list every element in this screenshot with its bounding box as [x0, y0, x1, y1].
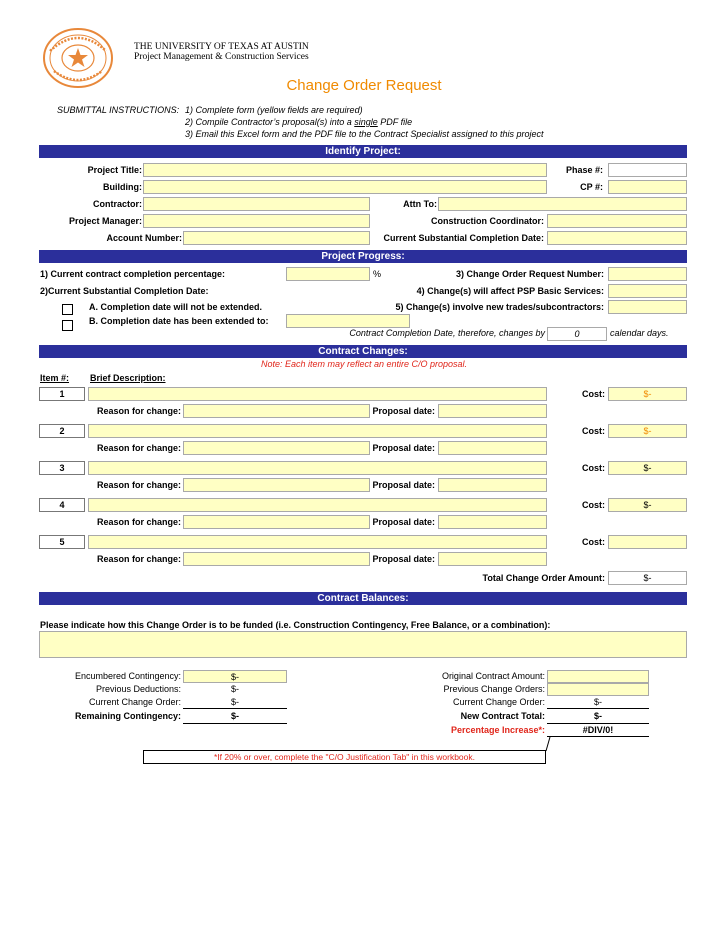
new-contract-total-value: $-: [593, 711, 602, 721]
reason-for-change-label: Reason for change:: [96, 406, 181, 416]
project-progress-band: Project Progress:: [39, 250, 687, 263]
phase-field[interactable]: [608, 163, 687, 177]
new-contract-total-label: New Contract Total:: [460, 711, 545, 721]
proposal-date-label: Proposal date:: [372, 554, 435, 564]
previous-change-orders-label: Previous Change Orders:: [443, 684, 545, 694]
item-number: 3: [39, 461, 85, 475]
project-manager-field[interactable]: [143, 214, 370, 228]
cp-field[interactable]: [608, 180, 687, 194]
extended-date-field[interactable]: [286, 314, 410, 328]
changes-by-text: Contract Completion Date, therefore, changes by: [349, 328, 545, 338]
footnote-pointer: [540, 734, 552, 754]
previous-deductions-label: Previous Deductions:: [95, 684, 181, 694]
item-cost-field[interactable]: $-: [608, 424, 687, 438]
psp-services-label: 4) Change(s) will affect PSP Basic Services:: [416, 286, 604, 296]
proposal-date-field[interactable]: [438, 404, 547, 418]
original-contract-label: Original Contract Amount:: [441, 671, 545, 681]
item-description-field[interactable]: [88, 498, 547, 512]
percentage-increase-value: #DIV/0!: [582, 725, 614, 735]
changes-note: Note: Each item may reflect an entire C/O proposal.: [260, 359, 468, 369]
project-manager-label: Project Manager:: [68, 216, 142, 226]
remaining-contingency-value: $-: [230, 711, 239, 721]
funding-question: Please indicate how this Change Order is to be funded (i.e. Construction Contingency, Free Balance, or a combination):: [40, 620, 551, 630]
option-a-checkbox[interactable]: [62, 304, 73, 315]
percentage-increase-label: Percentage Increase*:: [450, 725, 545, 735]
footnote-box: [143, 750, 546, 764]
phase-label: Phase #:: [565, 165, 603, 175]
option-b-checkbox[interactable]: [62, 320, 73, 331]
proposal-date-field[interactable]: [438, 515, 547, 529]
item-cost-label: Cost:: [582, 389, 605, 399]
instruction-3: 3) Email this Excel form and the PDF file to the Contract Specialist assigned to this project: [185, 129, 544, 139]
reason-for-change-field[interactable]: [183, 478, 370, 492]
encumbered-contingency-field[interactable]: $-: [183, 670, 287, 683]
reason-for-change-field[interactable]: [183, 404, 370, 418]
attn-to-field[interactable]: [438, 197, 687, 211]
page-title: Change Order Request: [286, 77, 442, 94]
reason-for-change-field[interactable]: [183, 515, 370, 529]
item-number: 2: [39, 424, 85, 438]
current-change-order-value-right: $-: [593, 697, 602, 707]
item-cost-field[interactable]: $-: [608, 498, 687, 512]
construction-coordinator-field[interactable]: [547, 214, 687, 228]
total-co-amount-label: Total Change Order Amount:: [482, 573, 605, 583]
brief-description-header: Brief Description:: [90, 373, 166, 383]
proposal-date-label: Proposal date:: [372, 517, 435, 527]
item-number: 1: [39, 387, 85, 401]
reason-for-change-label: Reason for change:: [96, 554, 181, 564]
new-trades-field[interactable]: [608, 300, 687, 314]
item-number: 4: [39, 498, 85, 512]
contractor-field[interactable]: [143, 197, 370, 211]
instruction-2: 2) Compile Contractor’s proposal(s) into a single PDF file: [185, 117, 413, 127]
completion-percentage-field[interactable]: [286, 267, 370, 281]
new-trades-label: 5) Change(s) involve new trades/subcontractors:: [395, 302, 604, 312]
option-b-label: B. Completion date has been extended to:: [89, 316, 269, 326]
item-cost-field[interactable]: $-: [608, 387, 687, 401]
item-description-field[interactable]: [88, 387, 547, 401]
substantial-completion-label: 2)Current Substantial Completion Date:: [40, 286, 209, 296]
attn-to-label: Attn To:: [403, 199, 437, 209]
reason-for-change-label: Reason for change:: [96, 443, 181, 453]
item-number-header: Item #:: [40, 373, 70, 383]
item-cost-field[interactable]: [608, 535, 687, 549]
encumbered-contingency-label: Encumbered Contingency:: [74, 671, 181, 681]
proposal-date-label: Proposal date:: [372, 443, 435, 453]
building-field[interactable]: [143, 180, 547, 194]
psp-services-field[interactable]: [608, 284, 687, 298]
account-number-field[interactable]: [183, 231, 370, 245]
contract-changes-band: Contract Changes:: [39, 345, 687, 358]
account-number-label: Account Number:: [106, 233, 182, 243]
subtotal-rule-left: [183, 708, 287, 709]
funding-field[interactable]: [39, 631, 687, 658]
reason-for-change-field[interactable]: [183, 552, 370, 566]
remaining-contingency-label: Remaining Contingency:: [74, 711, 181, 721]
current-change-order-value-left: $-: [230, 697, 239, 707]
reason-for-change-label: Reason for change:: [96, 480, 181, 490]
total-co-amount-field[interactable]: $-: [608, 571, 687, 585]
instructions-label: SUBMITTAL INSTRUCTIONS:: [57, 105, 180, 115]
proposal-date-field[interactable]: [438, 552, 547, 566]
previous-change-orders-field[interactable]: [547, 683, 649, 696]
calendar-days-field[interactable]: 0: [547, 327, 607, 341]
completion-date-field[interactable]: [547, 231, 687, 245]
item-description-field[interactable]: [88, 461, 547, 475]
proposal-date-field[interactable]: [438, 478, 547, 492]
co-request-number-label: 3) Change Order Request Number:: [455, 269, 604, 279]
identify-project-band: Identify Project:: [39, 145, 687, 158]
project-title-label: Project Title:: [87, 165, 142, 175]
original-contract-field[interactable]: [547, 670, 649, 683]
footnote-text: *If 20% or over, complete the "C/O Justification Tab" in this workbook.: [213, 752, 475, 762]
proposal-date-field[interactable]: [438, 441, 547, 455]
item-cost-field[interactable]: $-: [608, 461, 687, 475]
project-title-field[interactable]: [143, 163, 547, 177]
reason-for-change-label: Reason for change:: [96, 517, 181, 527]
item-cost-label: Cost:: [582, 500, 605, 510]
proposal-date-label: Proposal date:: [372, 480, 435, 490]
previous-deductions-value: $-: [230, 684, 239, 694]
item-cost-label: Cost:: [582, 537, 605, 547]
item-description-field[interactable]: [88, 535, 547, 549]
option-a-label: A. Completion date will not be extended.: [89, 302, 263, 312]
construction-coordinator-label: Construction Coordinator:: [431, 216, 544, 226]
total-rule-left: [183, 723, 287, 724]
university-name: THE UNIVERSITY OF TEXAS AT AUSTIN: [134, 42, 309, 52]
calendar-days-label: calendar days.: [610, 328, 669, 338]
item-description-field[interactable]: [88, 424, 547, 438]
reason-for-change-field[interactable]: [183, 441, 370, 455]
department-name: Project Management & Construction Services: [134, 52, 309, 62]
item-number: 5: [39, 535, 85, 549]
proposal-date-label: Proposal date:: [372, 406, 435, 416]
co-request-number-field[interactable]: [608, 267, 687, 281]
instruction-1: 1) Complete form (yellow fields are required): [185, 105, 363, 115]
contract-balances-band: Contract Balances:: [39, 592, 687, 605]
percentage-rule: [547, 736, 649, 737]
current-change-order-label-left: Current Change Order:: [88, 697, 181, 707]
subtotal-rule-right: [547, 708, 649, 709]
current-change-order-label-right: Current Change Order:: [452, 697, 545, 707]
contractor-label: Contractor:: [93, 199, 142, 209]
cp-label: CP #:: [580, 182, 603, 192]
item-cost-label: Cost:: [582, 426, 605, 436]
building-label: Building:: [103, 182, 142, 192]
item-cost-label: Cost:: [582, 463, 605, 473]
completion-date-label: Current Substantial Completion Date:: [383, 233, 544, 243]
completion-percentage-label: 1) Current contract completion percentage:: [40, 269, 226, 279]
percent-sign: %: [373, 269, 382, 279]
